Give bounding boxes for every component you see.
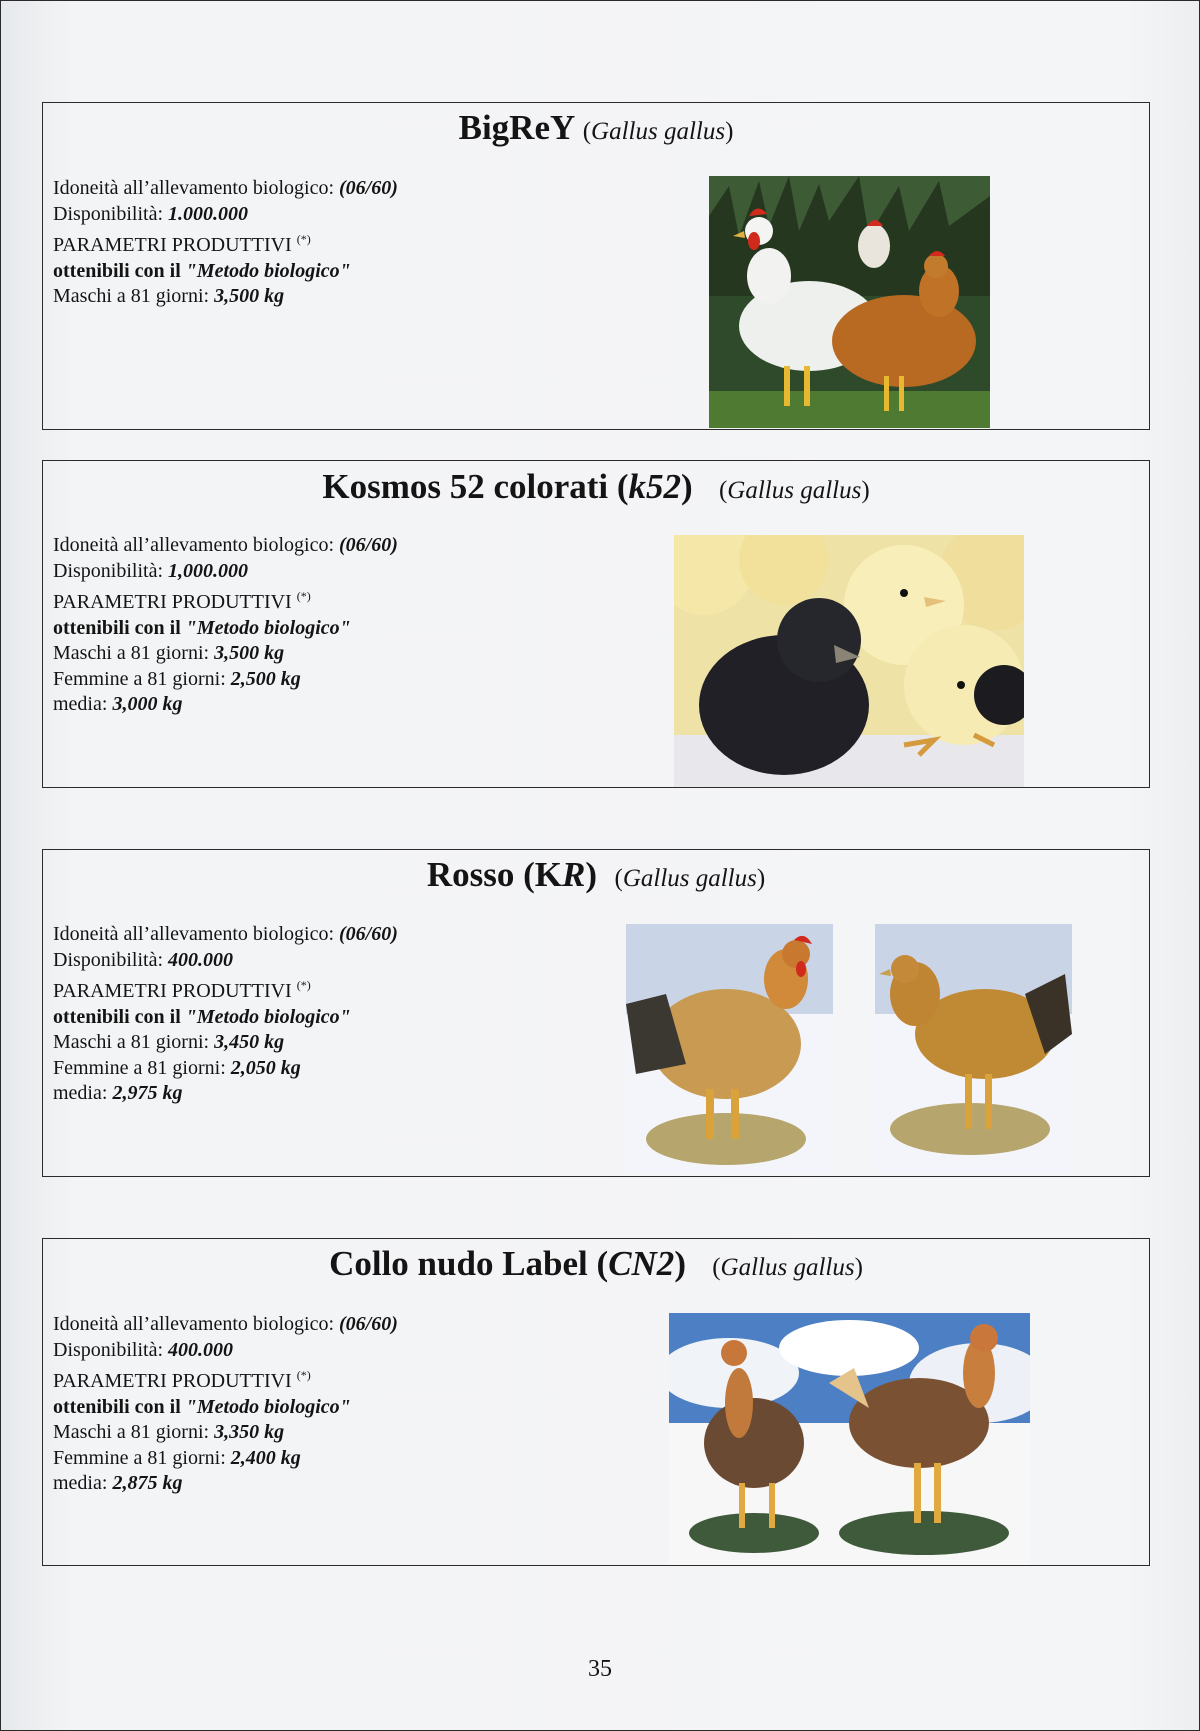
scientific-name: (Gallus gallus) xyxy=(582,118,734,145)
page-number: 35 xyxy=(588,1656,612,1682)
breed-info: Idoneità all’allevamento biologico: (06/60) Disponibilità: 400.000 PARAMETRI PRODUTTIVI (*) ottenibili con il "Metodo biologico" Maschi a 81 giorni: 3,450 kg Femmine a 81 giorni: 2,050 kg media: 2,975 kg xyxy=(53,923,398,1104)
breed-card-rosso xyxy=(42,849,1150,1177)
breed-name: Collo nudo Label (CN2) xyxy=(329,1244,686,1283)
breed-name: Kosmos 52 colorati (k52) xyxy=(322,467,693,506)
breed-name: BigReY xyxy=(458,108,574,147)
breed-card-collo-nudo xyxy=(42,1238,1150,1566)
hen-photo xyxy=(875,924,1072,1174)
breed-title xyxy=(43,1246,1149,1281)
breed-title xyxy=(43,469,1149,504)
breed-card-kosmos-52 xyxy=(42,460,1150,788)
breed-info: Idoneità all’allevamento biologico: (06/60) Disponibilità: 1,000.000 PARAMETRI PRODUTTIVI (*) ottenibili con il "Metodo biologico" Maschi a 81 giorni: 3,500 kg Femmine a 81 giorni: 2,500 kg media: 3,000 kg xyxy=(53,534,398,715)
scientific-name: (Gallus gallus) xyxy=(718,477,870,504)
scientific-name: (Gallus gallus) xyxy=(614,865,766,892)
rooster-photo xyxy=(626,924,833,1174)
breed-card-bigrey xyxy=(42,102,1150,430)
breed-info: Idoneità all’allevamento biologico: (06/60) Disponibilità: 400.000 PARAMETRI PRODUTTIVI (*) ottenibili con il "Metodo biologico" Maschi a 81 giorni: 3,350 kg Femmine a 81 giorni: 2,400 kg media: 2,875 kg xyxy=(53,1313,398,1494)
rooster-and-hen-photo xyxy=(709,176,990,428)
breed-info: Idoneità all’allevamento biologico: (06/60) Disponibilità: 1.000.000 PARAMETRI PRODUTTIVI (*) ottenibili con il "Metodo biologico" Maschi a 81 giorni: 3,500 kg xyxy=(53,177,398,307)
breed-title xyxy=(43,110,1149,145)
breed-name: Rosso (KR) xyxy=(426,855,597,894)
breed-title xyxy=(43,857,1149,892)
naked-neck-chickens-photo xyxy=(669,1313,1030,1565)
scientific-name: (Gallus gallus) xyxy=(712,1254,863,1281)
chicks-photo xyxy=(674,535,1024,787)
